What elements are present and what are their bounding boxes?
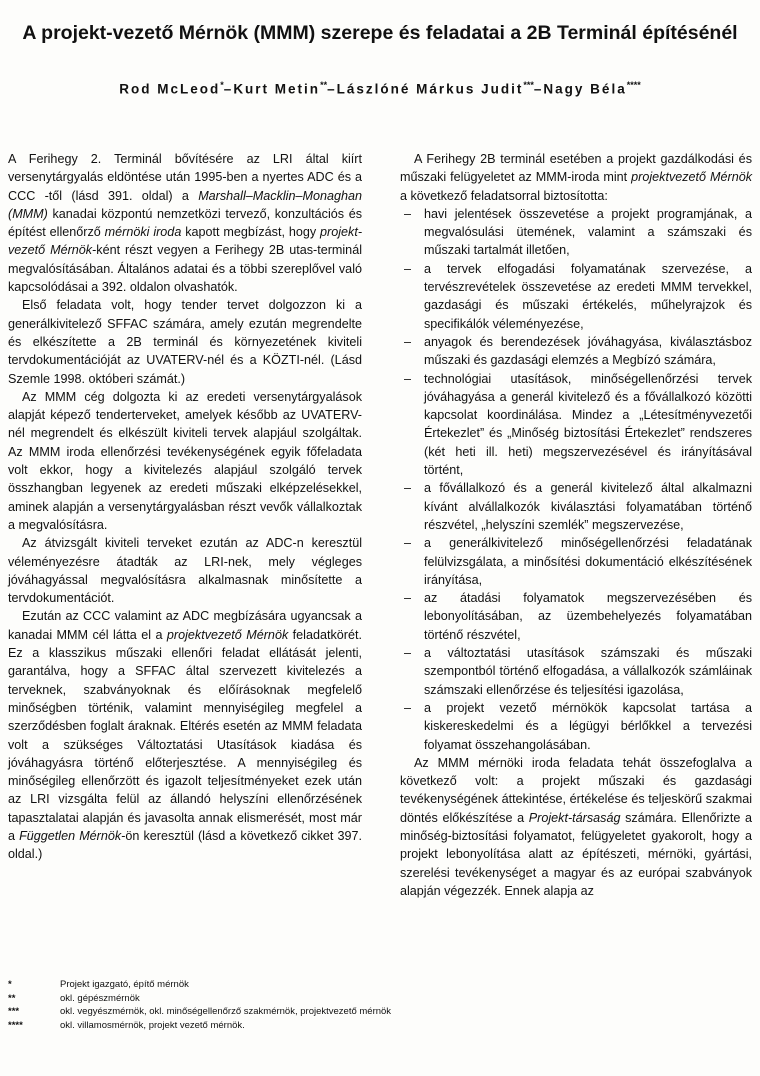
author-mark: *** (523, 80, 534, 90)
author-separator: – (223, 81, 234, 97)
author-name: Nagy Béla (543, 81, 627, 97)
list-item: – a változtatási utasítások számszaki és műszaki szempontból történő elfogadása, a vállalkozók számláinak számszaki ellenőrzése és teljesítési igazolása, (400, 644, 752, 699)
paragraph: Az átvizsgált kiviteli terveket ezután az ADC-n keresztül véleményezésre átadták az LRI-nek, mely végleges jóváhagyással megvalósításra alkalmasnak minősítette a tervdokumentációt. (8, 536, 362, 606)
footnote-mark: *** (8, 1006, 20, 1017)
paragraph: Az MMM mérnöki iroda feladata tehát összefoglalva a következő volt: a projekt műszaki és gazdasági tevékenységének áttekintése, értékelése és teljeskörű szakmai döntés előkészítése a Projekt-társaság számára. Ellenőrizte a minőség-biztosítási folyamatot, felügyeletet gyakorolt, hogy a projekt lebonyolítása alatt az építészeti, mérnöki, gyártási, szerelési tevékenységet a magyar és az európai szabványok alapján végezzék. Ennek alapja az (400, 755, 752, 898)
article-title: A projekt-vezető Mérnök (MMM) szerepe és feladatai a 2B Terminál építésénél (22, 22, 738, 44)
right-column (400, 150, 752, 900)
paragraph: A Ferihegy 2. Terminál bővítésére az LRI által kiírt versenytárgyalás eldöntése után 1995-ben a nyertes ADC és a CCC -től (lásd 391. oldal) a Marshall–Macklin–Monaghan (MMM) kanadai központú nemzetközi tervező, konzultációs és építést ellenőrző mérnöki iroda kapott megbízást, hogy projekt-vezető Mérnök-ként részt vegyen a Ferihegy 2B utas-terminál megvalósításában. Általános adatai és a többi szereplővel való kapcsolódásai a 392. oldalon olvashatók. (8, 152, 363, 295)
paragraph: Első feladata volt, hogy tender tervet dolgozzon ki a generálkivitelező SFFAC számára, amely ezután megrendelte és elkészítette a 2B terminál és környezetének kiviteli tervdokumentációját az UVATERV-nél és a KÖZTI-nél. (Lásd Szemle 1998. októberi számát.) (8, 298, 362, 386)
paragraph: Ezután az CCC valamint az ADC megbízására ugyancsak a kanadai MMM cél látta el a projektvezető Mérnök feladatkörét. Ez a klasszikus műszaki ellenőri feladat ellátását jelenti, garantálva, hogy a SFFAC által szervezett kivitelezés a terveknek, szabványoknak és előírásoknak megfelelő minőségben történik, valamint mennyiségileg megfelel a szerződésben foglalt áraknak. Eltérés esetén az MMM feladata volt a szükséges Változtatási Utasítások kiadása és jóváhagyásra történő előterjesztése. A mennyiségileg és minőségileg ellenőrzött és igazolt teljesítményeket ezek után az LRI vizsgálta felül az állandó helyszíni ellenőrzésének tapasztalatai alapján és javasolta annak elismerését, most már a Független Mérnök-ön keresztül (lásd a következő cikket 397. oldal.) (8, 609, 362, 862)
footnote (8, 1019, 468, 1033)
list-item: – a projekt vezető mérnökök kapcsolat tartása a kiskereskedelmi és a légügyi bérlőkkel a tervezési folyamat összehangolásában. (400, 699, 752, 754)
list-item: – anyagok és berendezések jóváhagyása, kiválasztásboz műszaki és gazdasági elemzés a Megbízó számára, (400, 333, 752, 370)
author-separator: – (327, 81, 337, 97)
footnote-text: okl. gépészmérnök (60, 992, 140, 1004)
author-separator: – (533, 81, 544, 97)
list-item: – havi jelentések összevetése a projekt programjának, a megvalósulási ütemének, valamint a számszaki és műszaki tartalmát illetően, (400, 205, 752, 260)
list-item: – a tervek elfogadási folyamatának szervezése, a tervészrevételek összevetése az eredeti MMM tervekkel, gazdasági és műszaki értékelés, műhelyrajzok és specifikálók véleményezése, (400, 260, 752, 333)
footnote-mark: **** (8, 1019, 23, 1031)
footnote-text: okl. villamosmérnök, projekt vezető mérnök. (60, 1019, 245, 1031)
list-item: – a fővállalkozó és a generál kivitelező által alkalmazni kívánt alvállalkozók kiválasztási folyamatában történő részvétel, „helyszíni szemlék” megszervezése, (400, 479, 752, 534)
footnote-mark: ** (8, 992, 16, 1004)
footnotes (8, 978, 468, 1032)
footnote (8, 978, 468, 992)
footnote-mark: * (8, 979, 12, 990)
task-list (400, 205, 752, 754)
author-mark: **** (626, 80, 641, 90)
footnote-text: okl. vegyészmérnök, okl. minőségellenőrző szakmérnök, projektvezető mérnök (60, 1006, 392, 1017)
footnote-text: Projekt igazgató, építő mérnök (60, 979, 189, 990)
left-column (8, 150, 362, 864)
author-mark: ** (320, 80, 328, 90)
author-line (0, 80, 760, 97)
list-item: – az átadási folyamatok megszervezésében és lebonyolításában, az üzembehelyezés folyamatában történő részvétel, (400, 589, 752, 644)
author-mark: * (220, 80, 224, 90)
author-name: Kurt Metin (233, 81, 321, 97)
paragraph: Az MMM cég dolgozta ki az eredeti versenytárgyalások alapját képező tenderterveket, amelyek később az UVATERV-nél megrendelt és elkészült kiviteli tervek alapjául szolgáltak. Az MMM iroda ellenőrzési tevékenységének egyik főfeladata volt ekkor, hogy a kivitelezés alapjául szolgáló tervek összhangban legyenek az eredeti műszaki elképzelésekkel, aminek alapján a versenytárgyalásban részt vevők vállalkoztak a megvalósításra. (8, 389, 362, 532)
paragraph: A Ferihegy 2B terminál esetében a projekt gazdálkodási és műszaki felügyeletet az MMM-iroda mint projektvezető Mérnök a következő feladatsorral biztosította: (400, 152, 752, 203)
author-name: Lászlóné Márkus Judit (336, 81, 524, 97)
footnote (8, 992, 468, 1006)
list-item: – technológiai utasítások, minőségellenőrzési tervek jóváhagyása a generál kivitelező és a fővállalkozó közötti kapcsolat koordinálása. Mindez a „Létesítményvezetői Értekezlet” és „Minőség biztosítási Értekezlet” rendszeres (két heti ill. heti) megszervezésével és irányításával történt, (400, 370, 752, 480)
footnote (8, 1005, 468, 1019)
author-name: Rod McLeod (119, 81, 221, 97)
list-item: – a generálkivitelező minőségellenőrzési feladatának felülvizsgálata, a minősítési dokumentáció elkészítésének irányítása, (400, 534, 752, 589)
